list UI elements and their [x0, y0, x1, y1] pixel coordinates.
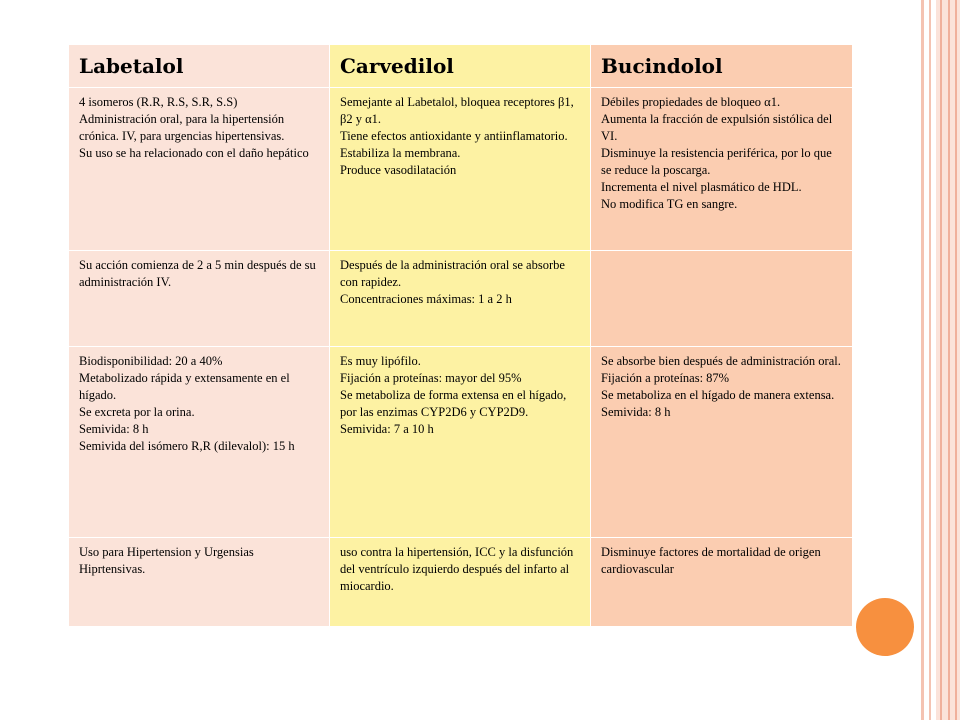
decor-stripe: [948, 0, 950, 720]
cell-text-line: Semivida: 8 h: [79, 422, 149, 436]
cell-text-line: Débiles propiedades de bloqueo α1.: [601, 95, 781, 109]
cell-text-line: Su acción comienza de 2 a 5 min después de su administración IV.: [79, 258, 316, 289]
cell-labetalol: [69, 251, 330, 347]
table-row: [69, 347, 853, 538]
cell-text-line: Disminuye la resistencia periférica, por lo que se reduce la poscarga.: [601, 146, 832, 177]
decor-orange-circle: [856, 598, 914, 656]
cell-text-line: Biodisponibilidad: 20 a 40%: [79, 354, 223, 368]
cell-text-line: Semivida: 7 a 10 h: [340, 422, 434, 436]
decor-stripe: [940, 0, 942, 720]
header-bucindolol: Bucindolol: [591, 45, 853, 88]
cell-text-line: Semejante al Labetalol, bloquea receptores β1, β2 y α1.: [340, 95, 574, 126]
drug-comparison-table: [68, 44, 853, 627]
header-carvedilol: Carvedilol: [330, 45, 591, 88]
cell-text-line: Es muy lipófilo.: [340, 354, 421, 368]
cell-text-line: Su uso se ha relacionado con el daño hepático: [79, 146, 309, 160]
cell-text-line: Administración oral, para la hipertensión crónica. IV, para urgencias hipertensivas.: [79, 112, 285, 143]
decor-stripe: [921, 0, 924, 720]
cell-bucindolol: [591, 347, 853, 538]
cell-text-line: Se metaboliza en el hígado de manera extensa.: [601, 388, 835, 402]
decor-stripe: [929, 0, 931, 720]
cell-text-line: uso contra la hipertensión, ICC y la disfunción del ventrículo izquierdo después del infarto al miocardio.: [340, 545, 574, 593]
cell-bucindolol: [591, 251, 853, 347]
decor-stripe: [955, 0, 957, 720]
cell-text-line: Metabolizado rápida y extensamente en el hígado.: [79, 371, 290, 402]
table-row: [69, 88, 853, 251]
cell-carvedilol: [330, 251, 591, 347]
cell-text-line: No modifica TG en sangre.: [601, 197, 738, 211]
cell-text-line: Uso para Hipertension y Urgensias Hiprtensivas.: [79, 545, 254, 576]
cell-text-line: Semivida: 8 h: [601, 405, 671, 419]
cell-text-line: Después de la administración oral se absorbe con rapidez.: [340, 258, 565, 289]
cell-bucindolol: [591, 538, 853, 627]
cell-labetalol: [69, 88, 330, 251]
cell-text-line: Se metaboliza de forma extensa en el hígado, por las enzimas CYP2D6 y CYP2D9.: [340, 388, 567, 419]
table-row: [69, 251, 853, 347]
cell-text-line: Concentraciones máximas: 1 a 2 h: [340, 292, 512, 306]
cell-text-line: Se excreta por la orina.: [79, 405, 195, 419]
cell-text-line: 4 isomeros (R.R, R.S, S.R, S.S): [79, 95, 238, 109]
cell-text-line: Fijación a proteínas: mayor del 95%: [340, 371, 522, 385]
header-labetalol: Labetalol: [69, 45, 330, 88]
cell-carvedilol: [330, 538, 591, 627]
cell-text-line: Semivida del isómero R,R (dilevalol): 15 h: [79, 439, 295, 453]
cell-labetalol: [69, 347, 330, 538]
cell-text-line: Produce vasodilatación: [340, 163, 457, 177]
cell-text-line: Aumenta la fracción de expulsión sistólica del VI.: [601, 112, 833, 143]
cell-text-line: Disminuye factores de mortalidad de origen cardiovascular: [601, 545, 821, 576]
cell-text-line: Tiene efectos antioxidante y antiinflamatorio.: [340, 129, 568, 143]
cell-text-line: Fijación a proteínas: 87%: [601, 371, 730, 385]
cell-labetalol: [69, 538, 330, 627]
cell-text-line: Incrementa el nivel plasmático de HDL.: [601, 180, 802, 194]
cell-carvedilol: [330, 88, 591, 251]
cell-bucindolol: [591, 88, 853, 251]
cell-text-line: Estabiliza la membrana.: [340, 146, 461, 160]
cell-carvedilol: [330, 347, 591, 538]
header-row: [69, 45, 853, 88]
cell-text-line: Se absorbe bien después de administración oral.: [601, 354, 841, 368]
table-row: [69, 538, 853, 627]
